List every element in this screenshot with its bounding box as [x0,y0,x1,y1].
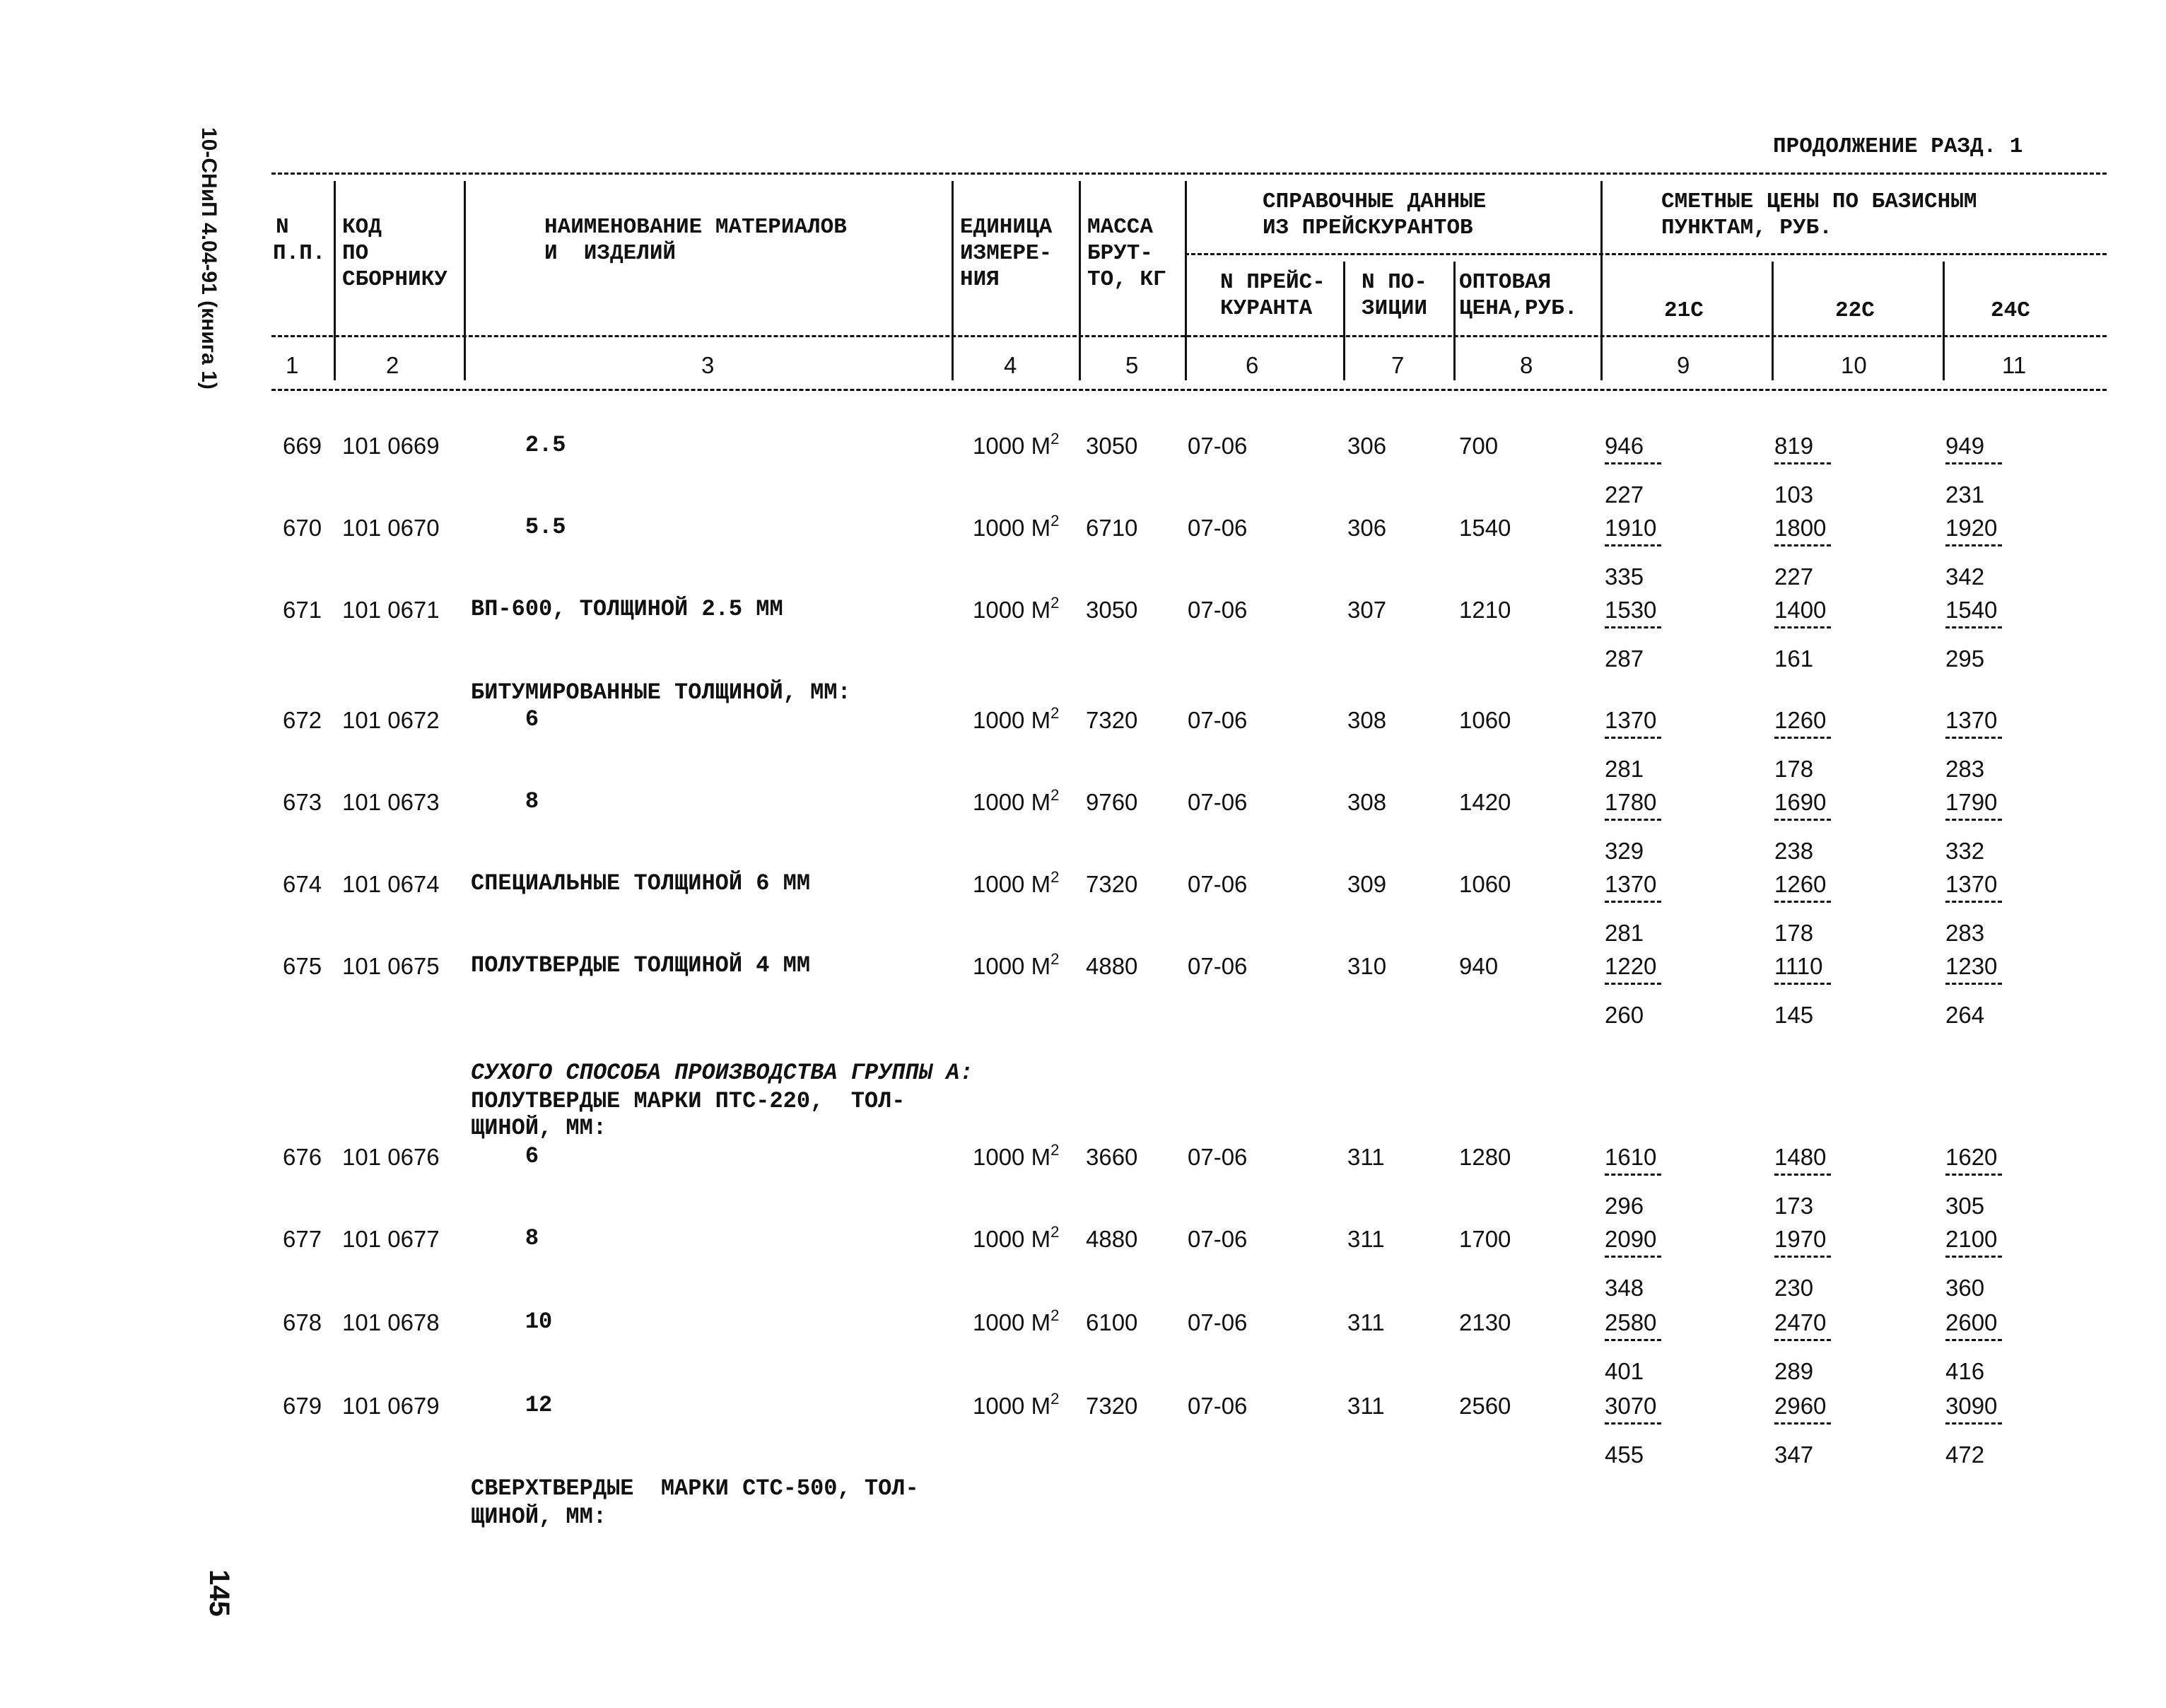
row-mass: 3050 [1086,433,1138,459]
row-mass: 7320 [1086,707,1138,733]
row-code: 101 0675 [342,953,440,979]
row-pricelist: 07-06 [1188,953,1248,979]
row-number: 678 [283,1309,322,1335]
row-position: 310 [1347,953,1387,979]
column-divider [1343,262,1345,380]
header-bottom-rule [271,389,2107,391]
row-position: 306 [1347,515,1387,541]
row-unit: 1000 $М^2$ [973,1306,1060,1335]
row-position: 311 [1347,1226,1385,1252]
continuation-label: ПРОДОЛЖЕНИЕ РАЗД. 1 [1773,134,2023,159]
section-note-semi-hard-cont: ЩИНОЙ, ММ: [471,1115,607,1141]
price-24c: 949 231 [1945,434,2016,506]
row-number: 676 [283,1144,322,1170]
row-wholesale-price: 2130 [1459,1309,1511,1335]
col-header-position: N ПО- ЗИЦИИ [1362,270,1428,321]
price-21c: 1610 296 [1605,1145,1675,1217]
row-pricelist: 07-06 [1188,1144,1248,1170]
price-22c: 1970 230 [1774,1227,1845,1299]
price-24c: 1790 332 [1945,790,2016,862]
row-code: 101 0670 [342,515,440,541]
row-unit: 1000 $М^2$ [973,868,1060,897]
col-header-wholesale-price: ОПТОВАЯ ЦЕНА,РУБ. [1459,270,1578,321]
col-number-label: 4 [1004,352,1017,378]
price-22c: 1800 227 [1774,516,1845,588]
price-22c: 1480 173 [1774,1145,1845,1217]
col-header-21c: 21С [1664,298,1704,323]
row-unit: 1000 $М^2$ [973,594,1060,623]
price-21c: 1780 329 [1605,790,1675,862]
row-position: 311 [1347,1144,1385,1170]
price-24c: 2600 416 [1945,1311,2016,1383]
row-code: 101 0676 [342,1144,440,1170]
row-wholesale-price: 700 [1459,433,1499,459]
row-wholesale-price: 1210 [1459,597,1511,623]
section-note-semi-hard: ПОЛУТВЕРДЫЕ МАРКИ ПТС-220, ТОЛ- [471,1088,906,1114]
price-22c: 1110 145 [1774,954,1845,1026]
price-24c: 3090 472 [1945,1394,2016,1466]
row-number: 675 [283,953,322,979]
column-divider [1453,262,1456,380]
column-divider [1079,181,1081,380]
row-code: 101 0671 [342,597,440,623]
row-wholesale-price: 1060 [1459,707,1511,733]
row-number: 673 [283,789,322,815]
section-note-super-hard: СВЕРХТВЕРДЫЕ МАРКИ СТС-500, ТОЛ- [471,1475,919,1502]
row-wholesale-price: 1060 [1459,871,1511,897]
row-number: 677 [283,1226,322,1252]
price-21c: 1220 260 [1605,954,1675,1026]
header-top-rule [271,172,2107,175]
row-pricelist: 07-06 [1188,1226,1248,1252]
column-divider [952,181,954,380]
row-code: 101 0669 [342,433,440,459]
row-unit: 1000 $М^2$ [973,1390,1060,1419]
row-mass: 4880 [1086,953,1138,979]
col-number-label: 6 [1246,352,1259,378]
price-22c: 1690 238 [1774,790,1845,862]
row-mass: 4880 [1086,1226,1138,1252]
row-name: 6 [471,1143,539,1169]
row-position: 308 [1347,789,1387,815]
price-24c: 1370 283 [1945,708,2016,780]
row-position: 306 [1347,433,1387,459]
column-divider [464,181,466,380]
column-divider [1185,181,1187,380]
price-21c: 946 227 [1605,434,1675,506]
col-number-label: 10 [1841,352,1867,378]
column-divider [1600,181,1603,380]
row-unit: 1000 $М^2$ [973,512,1060,541]
col-header-pricelist: N ПРЕЙС- КУРАНТА [1220,270,1325,321]
price-22c: 2960 347 [1774,1394,1845,1466]
row-number: 672 [283,707,322,733]
price-21c: 2580 401 [1605,1311,1675,1383]
price-21c: 1370 281 [1605,872,1675,944]
row-name: 5.5 [471,514,566,540]
row-pricelist: 07-06 [1188,1393,1248,1419]
row-name: 12 [471,1392,553,1418]
price-22c: 1260 178 [1774,708,1845,780]
row-wholesale-price: 1540 [1459,515,1511,541]
row-mass: 6100 [1086,1309,1138,1335]
row-number: 674 [283,871,322,897]
price-22c: 1400 161 [1774,598,1845,670]
row-wholesale-price: 940 [1459,953,1499,979]
row-pricelist: 07-06 [1188,1309,1248,1335]
row-pricelist: 07-06 [1188,597,1248,623]
col-number-label: 2 [386,352,399,378]
price-21c: 3070 455 [1605,1394,1675,1466]
row-name: 8 [471,788,539,814]
col-header-mass: МАССА БРУТ- ТО, КГ [1087,215,1166,292]
row-pricelist: 07-06 [1188,515,1248,541]
row-unit: 1000 $М^2$ [973,786,1060,815]
section-note-super-hard-cont: ЩИНОЙ, ММ: [471,1504,607,1530]
price-21c: 2090 348 [1605,1227,1675,1299]
row-unit: 1000 $М^2$ [973,1141,1060,1170]
price-22c: 1260 178 [1774,872,1845,944]
row-name: 8 [471,1225,539,1251]
row-wholesale-price: 2560 [1459,1393,1511,1419]
row-pricelist: 07-06 [1188,871,1248,897]
col-number-label: 3 [701,352,715,378]
row-unit: 1000 $М^2$ [973,1223,1060,1252]
row-mass: 7320 [1086,1393,1138,1419]
col-number-label: 5 [1125,352,1139,378]
row-name: ВП-600, ТОЛЩИНОЙ 2.5 ММ [471,596,783,622]
column-divider [1772,262,1774,380]
col-number-label: 1 [286,352,299,378]
row-code: 101 0672 [342,707,440,733]
column-divider [334,181,336,380]
col-number-label: 9 [1677,352,1690,378]
row-number: 679 [283,1393,322,1419]
price-24c: 1370 283 [1945,872,2016,944]
row-number: 669 [283,433,322,459]
row-number: 671 [283,597,322,623]
row-position: 311 [1347,1309,1385,1335]
price-24c: 1230 264 [1945,954,2016,1026]
row-position: 309 [1347,871,1387,897]
col-header-number: N П.П. [273,215,326,266]
row-code: 101 0678 [342,1309,440,1335]
price-24c: 1920 342 [1945,516,2016,588]
row-position: 308 [1347,707,1387,733]
row-name: 6 [471,706,539,732]
price-21c: 1910 335 [1605,516,1675,588]
row-unit: 1000 $М^2$ [973,430,1060,459]
row-position: 311 [1347,1393,1385,1419]
section-note-dry-process: СУХОГО СПОСОБА ПРОИЗВОДСТВА ГРУППЫ А: [471,1060,973,1086]
col-number-label: 11 [2002,352,2027,378]
row-wholesale-price: 1280 [1459,1144,1511,1170]
price-22c: 2470 289 [1774,1311,1845,1383]
col-number-label: 8 [1520,352,1533,378]
row-mass: 3660 [1086,1144,1138,1170]
row-pricelist: 07-06 [1188,789,1248,815]
section-note-bitumen: БИТУМИРОВАННЫЕ ТОЛЩИНОЙ, ММ: [471,679,851,706]
row-pricelist: 07-06 [1188,433,1248,459]
row-code: 101 0679 [342,1393,440,1419]
col-number-label: 7 [1391,352,1405,378]
row-name: 2.5 [471,432,566,458]
col-header-22c: 22С [1835,298,1875,323]
col-header-unit: ЕДИНИЦА ИЗМЕРЕ- НИЯ [960,215,1053,292]
side-document-title: 10-СНиП 4.04-91 (книга 1) [197,127,221,390]
price-22c: 819 103 [1774,434,1845,506]
price-24c: 2100 360 [1945,1227,2016,1299]
header-mid-rule [271,335,2107,337]
row-mass: 6710 [1086,515,1138,541]
row-mass: 3050 [1086,597,1138,623]
price-24c: 1620 305 [1945,1145,2016,1217]
column-divider [1943,262,1945,380]
col-header-code: КОД ПО СБОРНИКУ [342,215,447,292]
row-mass: 9760 [1086,789,1138,815]
row-position: 307 [1347,597,1387,623]
row-name: СПЕЦИАЛЬНЫЕ ТОЛЩИНОЙ 6 ММ [471,870,811,896]
row-code: 101 0677 [342,1226,440,1252]
row-unit: 1000 $М^2$ [973,950,1060,979]
price-24c: 1540 295 [1945,598,2016,670]
group-divider-rule [1185,253,2107,255]
row-pricelist: 07-06 [1188,707,1248,733]
group-header-reference: СПРАВОЧНЫЕ ДАННЫЕ ИЗ ПРЕЙСКУРАНТОВ [1263,189,1487,240]
col-header-24c: 24С [1991,298,2030,323]
row-name: ПОЛУТВЕРДЫЕ ТОЛЩИНОЙ 4 ММ [471,952,811,978]
price-21c: 1530 287 [1605,598,1675,670]
price-21c: 1370 281 [1605,708,1675,780]
row-name: 10 [471,1309,553,1335]
row-number: 670 [283,515,322,541]
row-code: 101 0674 [342,871,440,897]
row-mass: 7320 [1086,871,1138,897]
row-code: 101 0673 [342,789,440,815]
page-number: 145 [204,1569,235,1617]
col-header-name: НАИМЕНОВАНИЕ МАТЕРИАЛОВ И ИЗДЕЛИЙ [544,215,847,266]
row-wholesale-price: 1420 [1459,789,1511,815]
row-unit: 1000 $М^2$ [973,704,1060,733]
row-wholesale-price: 1700 [1459,1226,1511,1252]
group-header-estimated-prices: СМЕТНЫЕ ЦЕНЫ ПО БАЗИСНЫМ ПУНКТАМ, РУБ. [1661,189,1977,240]
